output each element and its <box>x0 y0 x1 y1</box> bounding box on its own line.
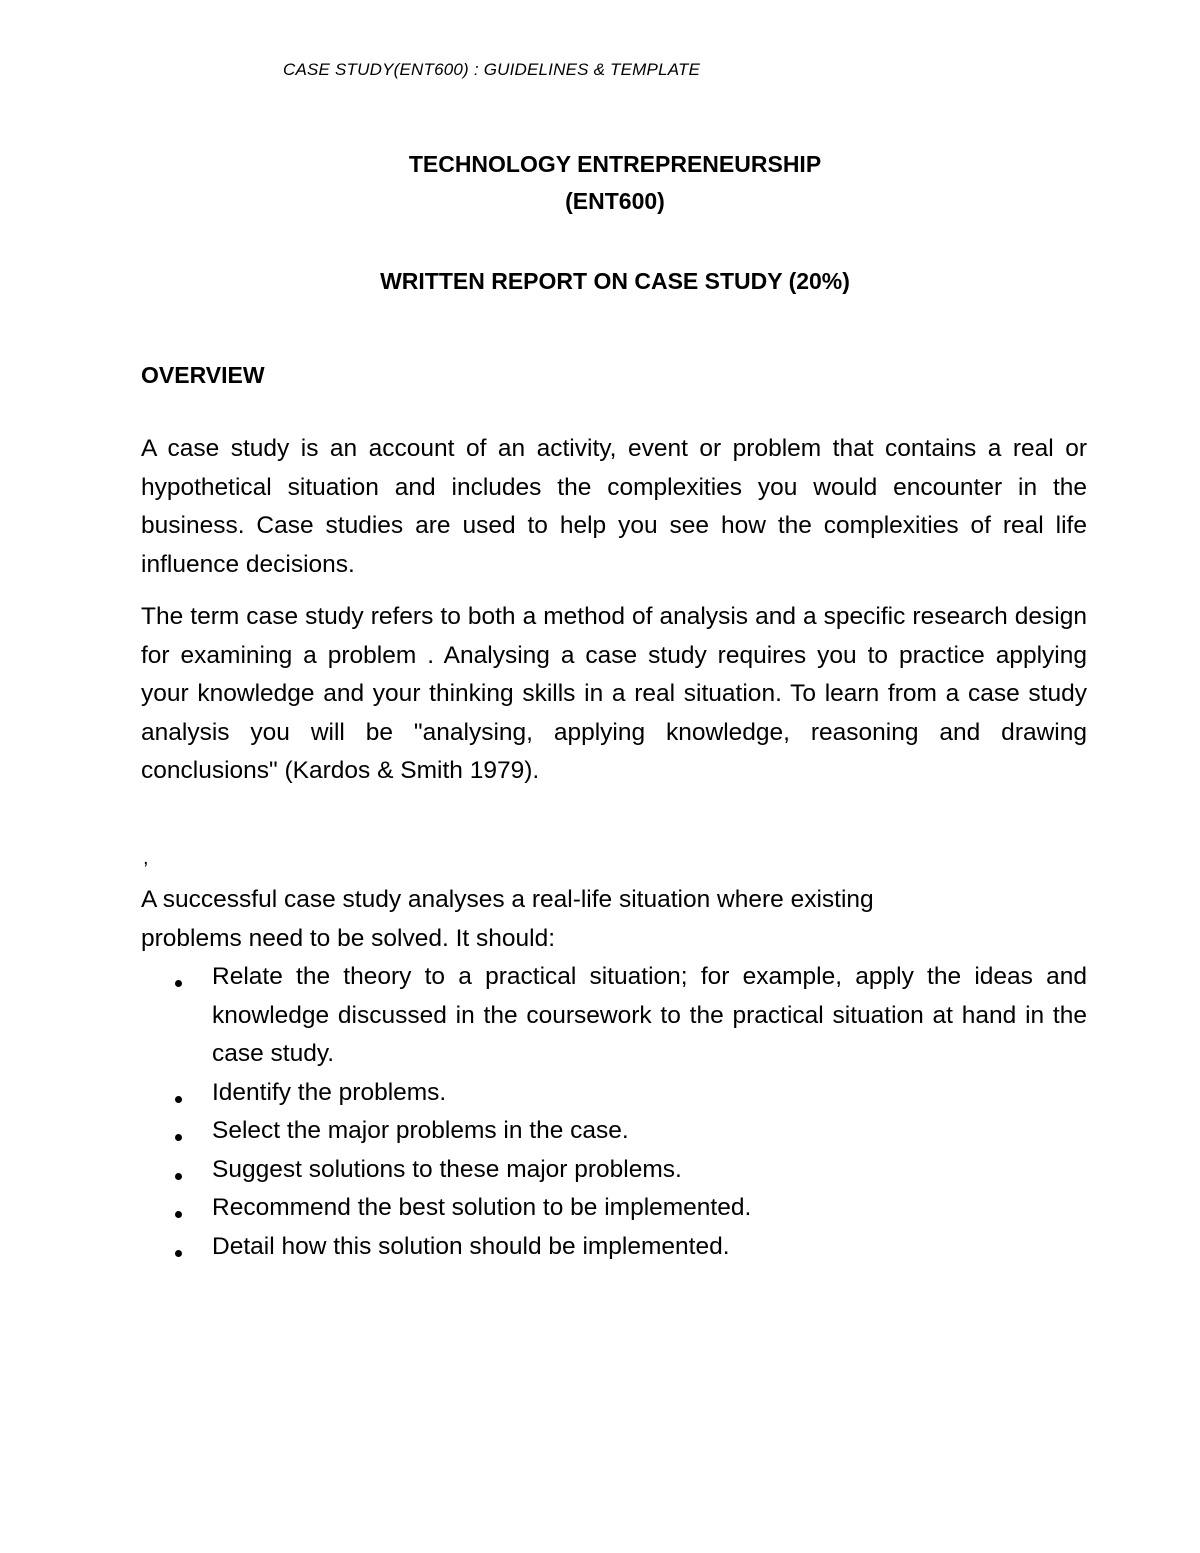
list-item <box>141 1151 1087 1190</box>
bullet-dot-icon <box>175 1134 182 1141</box>
course-code: (ENT600) <box>565 188 665 214</box>
list-item-text: Suggest solutions to these major problems. <box>212 1155 682 1183</box>
stray-comma: , <box>143 847 149 869</box>
running-header: CASE STUDY(ENT600) : GUIDELINES & TEMPLATE <box>283 60 701 79</box>
list-item-text: Detail how this solution should be implemented. <box>212 1232 730 1260</box>
bullet-dot-icon <box>175 1250 182 1257</box>
list-item <box>141 958 1087 1074</box>
report-title: WRITTEN REPORT ON CASE STUDY (20%) <box>380 268 850 294</box>
requirements-list <box>141 958 1087 1266</box>
bullet-dot-icon <box>175 1173 182 1180</box>
list-item <box>141 1228 1087 1267</box>
list-item <box>141 1112 1087 1151</box>
list-item <box>141 1189 1087 1228</box>
paragraph-3-line-1: A successful case study analyses a real-life situation where existing <box>141 886 874 913</box>
list-item <box>141 1074 1087 1113</box>
overview-paragraph-1: A case study is an account of an activity, event or problem that contains a real or hypothetical situation and includes the complexities you would encounter in the business. Case studies are used to help you see how the complexities of real life influence decisions. <box>141 435 1087 578</box>
overview-paragraph-2: The term case study refers to both a method of analysis and a specific research design for examining a problem . Analysing a case study requires you to practice applying your knowledge and your thinking skills in a real situation. To learn from a case study analysis you will be "analysing, applying knowledge, reasoning and drawing conclusions" (Kardos & Smith 1979). <box>141 603 1087 784</box>
bullet-dot-icon <box>175 1096 182 1103</box>
course-title: TECHNOLOGY ENTREPRENEURSHIP <box>408 151 822 177</box>
list-item-text: Recommend the best solution to be implemented. <box>212 1194 752 1221</box>
overview-paragraph-3 <box>141 881 1087 958</box>
bullet-dot-icon <box>175 980 182 987</box>
paragraph-3-line-2: problems need to be solved. It should: <box>141 924 556 952</box>
list-item-text: Relate the theory to a practical situation; for example, apply the ideas and knowledge discussed in the coursework to the practical situation at hand in the case study. <box>212 963 1087 1067</box>
list-item-text: Identify the problems. <box>212 1078 447 1106</box>
bullet-dot-icon <box>175 1211 182 1218</box>
overview-heading: OVERVIEW <box>141 362 265 388</box>
list-item-text: Select the major problems in the case. <box>212 1117 629 1144</box>
